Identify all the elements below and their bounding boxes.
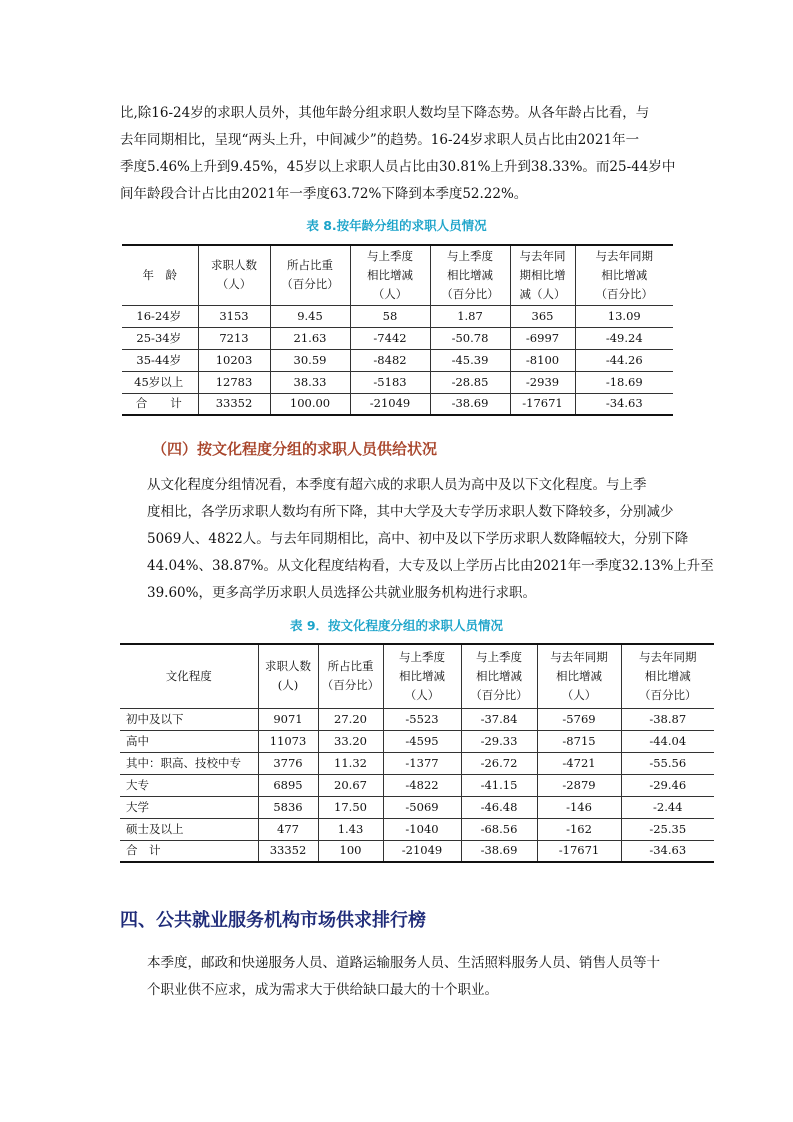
header-text: 求职人数 (211, 258, 257, 273)
header-text: 所占比重 (327, 659, 374, 674)
text-line: 5069人、4822人。与去年同期相比，高中、初中及以下学历求职人数降幅较大，分别下降 (147, 531, 689, 547)
table9-header-cell (120, 644, 258, 708)
value-cell: 11.32 (318, 752, 383, 774)
value-cell: 27.20 (318, 708, 383, 730)
value-cell: -2879 (537, 774, 621, 796)
value-cell: -8100 (510, 349, 575, 371)
table-row (120, 840, 714, 862)
value-cell: -17671 (537, 840, 621, 862)
header-text: 与上季度 (476, 649, 522, 664)
value-cell: -44.04 (621, 730, 714, 752)
value-cell: -29.33 (461, 730, 537, 752)
header-text: 相比增减 (644, 668, 691, 683)
table9-header-cell (383, 644, 461, 708)
header-text: 与上季度 (399, 649, 445, 664)
value-cell: -18.69 (575, 371, 673, 393)
paragraph-rankings (120, 950, 680, 1004)
header-text: 相比增减 (476, 668, 522, 683)
value-cell: -5769 (537, 708, 621, 730)
table9-body (120, 708, 714, 862)
header-text: 相比增减 (399, 668, 445, 683)
header-text: （百分比） (470, 687, 528, 702)
row-label-cell: 合 计 (120, 840, 258, 862)
table8-header-cell (575, 245, 673, 305)
table-row (122, 393, 673, 415)
value-cell: 17.50 (318, 796, 383, 818)
value-cell: -5069 (383, 796, 461, 818)
header-text: (人) (277, 678, 299, 693)
table-row (120, 818, 714, 840)
value-cell: 1.43 (318, 818, 383, 840)
header-text: （百分比） (321, 678, 380, 693)
value-cell: 13.09 (575, 305, 673, 327)
header-text: （百分比） (639, 687, 697, 702)
value-cell: -1040 (383, 818, 461, 840)
text-line: 去年同期相比，呈现“两头上升，中间减少”的趋势。16-24岁求职人员占比由2021年一 (120, 132, 640, 148)
value-cell: 33352 (258, 840, 318, 862)
value-cell: -28.85 (430, 371, 510, 393)
table-row (120, 708, 714, 730)
value-cell: -38.69 (461, 840, 537, 862)
text-line: 从文化程度分组情况看，本季度有超六成的求职人员为高中及以下文化程度。与上季 (147, 477, 647, 493)
paragraph-age-analysis (120, 100, 680, 208)
header-text: 与去年同期 (639, 649, 697, 664)
value-cell: 58 (350, 305, 430, 327)
row-label-cell: 高中 (120, 730, 258, 752)
table-row (122, 371, 673, 393)
header-text: 相比增减 (556, 668, 602, 683)
value-cell: -45.39 (430, 349, 510, 371)
value-cell: -4721 (537, 752, 621, 774)
row-label-cell: 其中：职高、技校中专 (120, 752, 258, 774)
value-cell: 9071 (258, 708, 318, 730)
table-row (122, 327, 673, 349)
header-text: 与上季度 (447, 248, 493, 263)
value-cell: 100 (318, 840, 383, 862)
value-cell: 10203 (198, 349, 270, 371)
header-text: 与去年同期 (595, 248, 653, 263)
header-text: （百分比） (441, 286, 499, 301)
row-label-cell: 硕士及以上 (120, 818, 258, 840)
value-cell: 5836 (258, 796, 318, 818)
table9-header-cell (537, 644, 621, 708)
table-row (120, 752, 714, 774)
header-text: 减（人） (519, 286, 566, 301)
value-cell: 3153 (198, 305, 270, 327)
header-text: 与去年同期 (550, 649, 608, 664)
table9-header-cell (621, 644, 714, 708)
value-cell: -5183 (350, 371, 430, 393)
value-cell: -8715 (537, 730, 621, 752)
value-cell: 6895 (258, 774, 318, 796)
value-cell: 12783 (198, 371, 270, 393)
header-text: 文化程度 (165, 668, 212, 683)
value-cell: 11073 (258, 730, 318, 752)
header-text: 相比增减 (447, 267, 493, 282)
header-text: （百分比） (281, 277, 339, 292)
row-label-cell: 初中及以下 (120, 708, 258, 730)
value-cell: -162 (537, 818, 621, 840)
table-row (122, 305, 673, 327)
value-cell: -38.69 (430, 393, 510, 415)
value-cell: 1.87 (430, 305, 510, 327)
value-cell: 3776 (258, 752, 318, 774)
table8-body (122, 305, 673, 415)
value-cell: -6997 (510, 327, 575, 349)
header-text: 与上季度 (367, 248, 413, 263)
value-cell: -26.72 (461, 752, 537, 774)
value-cell: 365 (510, 305, 575, 327)
table8-header-cell (510, 245, 575, 305)
table9-header-cell (258, 644, 318, 708)
row-label-cell: 大学 (120, 796, 258, 818)
header-text: 求职人数 (265, 659, 311, 674)
row-label-cell: 25-34岁 (122, 327, 198, 349)
table-row (122, 349, 673, 371)
value-cell: -37.84 (461, 708, 537, 730)
text-line: 季度5.46%上升到9.45%，45岁以上求职人员占比由30.81%上升到38.33%。而25-44岁中 (120, 159, 676, 175)
value-cell: -1377 (383, 752, 461, 774)
value-cell: -55.56 (621, 752, 714, 774)
header-text: 相比增减 (601, 267, 648, 282)
value-cell: -29.46 (621, 774, 714, 796)
table9-header-cell (461, 644, 537, 708)
row-label-cell: 大专 (120, 774, 258, 796)
value-cell: -146 (537, 796, 621, 818)
value-cell: 477 (258, 818, 318, 840)
header-text: 与去年同 (519, 248, 566, 263)
value-cell: -21049 (350, 393, 430, 415)
table9-caption: 表 9．按文化程度分组的求职人员情况 (289, 618, 504, 633)
value-cell: -17671 (510, 393, 575, 415)
value-cell: -25.35 (621, 818, 714, 840)
value-cell: -41.15 (461, 774, 537, 796)
chapter-heading-rankings: 四、公共就业服务机构市场供求排行榜 (120, 910, 426, 931)
value-cell: -50.78 (430, 327, 510, 349)
section-heading-education: （四）按文化程度分组的求职人员供给状况 (152, 440, 438, 458)
header-text: 所占比重 (287, 258, 333, 273)
table8-header-cell (198, 245, 270, 305)
row-label-cell: 35-44岁 (122, 349, 198, 371)
header-text: 相比增减 (367, 267, 413, 282)
header-text: （人） (216, 277, 252, 292)
header-text: 年 龄 (142, 267, 177, 282)
value-cell: -34.63 (621, 840, 714, 862)
value-cell: -46.48 (461, 796, 537, 818)
value-cell: -38.87 (621, 708, 714, 730)
text-line: 44.04%、38.87%。从文化程度结构看，大专及以上学历占比由2021年一季度32.13%上升至 (147, 558, 714, 574)
value-cell: 100.00 (270, 393, 350, 415)
value-cell: 21.63 (270, 327, 350, 349)
value-cell: -7442 (350, 327, 430, 349)
row-label-cell: 16-24岁 (122, 305, 198, 327)
row-label-cell: 合 计 (122, 393, 198, 415)
table9-header-row (120, 644, 714, 708)
value-cell: -2.44 (621, 796, 714, 818)
value-cell: 7213 (198, 327, 270, 349)
value-cell: -8482 (350, 349, 430, 371)
value-cell: -21049 (383, 840, 461, 862)
paragraph-education-analysis (120, 472, 714, 607)
value-cell: -5523 (383, 708, 461, 730)
text-line: 度相比，各学历求职人数均有所下降，其中大学及大专学历求职人数下降较多，分别减少 (147, 504, 674, 520)
table8-caption: 表 8.按年龄分组的求职人员情况 (306, 218, 487, 233)
table8-header-cell (350, 245, 430, 305)
value-cell: 33.20 (318, 730, 383, 752)
value-cell: -4595 (383, 730, 461, 752)
header-text: （百分比） (595, 286, 653, 301)
value-cell: -44.26 (575, 349, 673, 371)
text-line: 比,除16-24岁的求职人员外，其他年龄分组求职人数均呈下降态势。从各年龄占比看，与 (120, 105, 650, 121)
table8-age-groups (122, 244, 673, 416)
value-cell: -49.24 (575, 327, 673, 349)
value-cell: -4822 (383, 774, 461, 796)
value-cell: 20.67 (318, 774, 383, 796)
table8-header-cell (430, 245, 510, 305)
table9-education-groups (120, 643, 714, 863)
table-row (120, 730, 714, 752)
value-cell: 9.45 (270, 305, 350, 327)
value-cell: 33352 (198, 393, 270, 415)
row-label-cell: 45岁以上 (122, 371, 198, 393)
header-text: （人） (561, 687, 597, 702)
header-text: （人） (372, 286, 408, 301)
table8-header-cell (122, 245, 198, 305)
header-text: 期相比增 (519, 267, 566, 282)
table8-header-row (122, 245, 673, 305)
value-cell: 30.59 (270, 349, 350, 371)
text-line: 间年龄段合计占比由2021年一季度63.72%下降到本季度52.22%。 (120, 186, 528, 202)
table9-header-cell (318, 644, 383, 708)
text-line: 39.60%，更多高学历求职人员选择公共就业服务机构进行求职。 (147, 585, 536, 601)
value-cell: -68.56 (461, 818, 537, 840)
table8-header-cell (270, 245, 350, 305)
value-cell: -34.63 (575, 393, 673, 415)
table-row (120, 774, 714, 796)
value-cell: 38.33 (270, 371, 350, 393)
table-row (120, 796, 714, 818)
header-text: （人） (404, 687, 440, 702)
text-line: 个职业供不应求，成为需求大于供给缺口最大的十个职业。 (147, 982, 498, 998)
text-line: 本季度，邮政和快递服务人员、道路运输服务人员、生活照料服务人员、销售人员等十 (147, 955, 660, 971)
value-cell: -2939 (510, 371, 575, 393)
